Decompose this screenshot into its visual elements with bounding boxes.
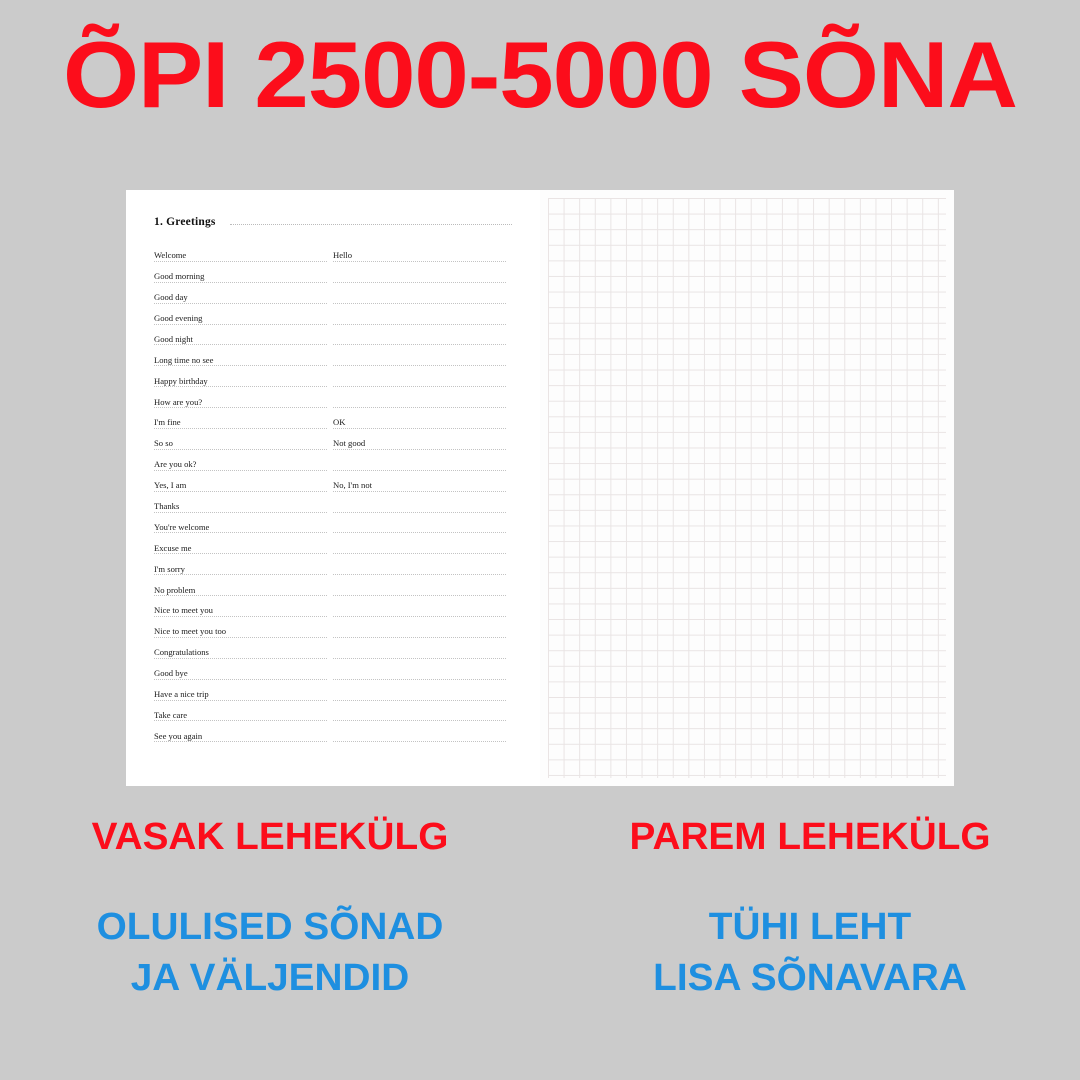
vocabulary-term: See you again (154, 730, 203, 741)
write-line (154, 700, 327, 701)
write-line (154, 470, 327, 471)
vocabulary-row (154, 242, 512, 263)
vocabulary-cell-left (154, 326, 333, 347)
vocabulary-term: Good evening (154, 312, 203, 323)
vocabulary-cell-right (333, 493, 512, 514)
vocabulary-cell-right (333, 514, 512, 535)
write-line (154, 616, 327, 617)
vocabulary-term: I'm sorry (154, 563, 185, 574)
vocabulary-cell-right (333, 305, 512, 326)
write-line (333, 700, 506, 701)
write-line (154, 532, 327, 533)
write-line (154, 449, 327, 450)
vocabulary-term: Take care (154, 709, 188, 720)
vocabulary-cell-right (333, 346, 512, 367)
write-line (154, 637, 327, 638)
vocabulary-row (154, 514, 512, 535)
vocabulary-term: Congratulations (154, 647, 209, 658)
vocabulary-term: No, I'm not (333, 480, 373, 491)
vocabulary-cell-left (154, 242, 333, 263)
write-line (154, 324, 327, 325)
write-line (154, 407, 327, 408)
vocabulary-term: Welcome (154, 250, 187, 261)
vocabulary-row (154, 555, 512, 576)
vocabulary-cell-right (333, 639, 512, 660)
write-line (154, 386, 327, 387)
write-line (154, 261, 327, 262)
vocabulary-cell-right (333, 702, 512, 723)
write-line (333, 386, 506, 387)
caption-row-blue (0, 908, 1080, 998)
vocabulary-term: Good morning (154, 271, 205, 282)
write-line (333, 658, 506, 659)
vocabulary-row (154, 493, 512, 514)
vocabulary-cell-left (154, 576, 333, 597)
caption-left-red: VASAK LEHEKÜLG (91, 816, 449, 858)
vocabulary-row (154, 263, 512, 284)
write-line (333, 470, 506, 471)
vocabulary-cell-left (154, 472, 333, 493)
vocabulary-row (154, 534, 512, 555)
write-line (154, 303, 327, 304)
caption-right-blue-line2: LISA SÕNAVARA (653, 956, 967, 999)
vocabulary-term: Thanks (154, 500, 180, 511)
vocabulary-cell-left (154, 451, 333, 472)
section-heading-rule (230, 224, 512, 225)
vocabulary-term: Excuse me (154, 542, 192, 553)
vocabulary-row (154, 702, 512, 723)
vocabulary-cell-left (154, 305, 333, 326)
caption-left-blue-line2: JA VÄLJENDID (130, 956, 410, 999)
write-line (333, 532, 506, 533)
vocabulary-cell-right (333, 660, 512, 681)
caption-left-blue-line1: OLULISED SÕNAD (96, 906, 444, 948)
page-title: ÕPI 2500-5000 SÕNA (63, 22, 1017, 127)
vocabulary-row (154, 451, 512, 472)
vocabulary-cell-left (154, 367, 333, 388)
write-line (154, 282, 327, 283)
vocabulary-row (154, 284, 512, 305)
vocabulary-row (154, 576, 512, 597)
vocabulary-cell-left (154, 284, 333, 305)
vocabulary-row (154, 472, 512, 493)
caption-left-blue (0, 908, 545, 998)
vocabulary-term: Nice to meet you too (154, 626, 227, 637)
write-line (154, 595, 327, 596)
write-line (333, 303, 506, 304)
vocabulary-term: OK (333, 417, 346, 428)
write-line (154, 553, 327, 554)
write-line (333, 595, 506, 596)
vocabulary-cell-right (333, 555, 512, 576)
vocabulary-cell-right (333, 722, 512, 743)
vocabulary-cell-left (154, 430, 333, 451)
caption-right-blue (535, 908, 1080, 998)
write-line (154, 574, 327, 575)
write-line (154, 491, 327, 492)
vocabulary-cell-left (154, 493, 333, 514)
section-heading (154, 216, 512, 228)
vocabulary-cell-left (154, 534, 333, 555)
vocabulary-cell-right (333, 430, 512, 451)
vocabulary-cell-right (333, 597, 512, 618)
vocabulary-row (154, 722, 512, 743)
vocabulary-cell-right (333, 472, 512, 493)
notebook-spread (126, 190, 954, 786)
vocabulary-cell-right (333, 618, 512, 639)
write-line (333, 344, 506, 345)
vocabulary-cell-left (154, 681, 333, 702)
vocabulary-cell-left (154, 388, 333, 409)
write-line (154, 658, 327, 659)
vocabulary-cell-right (333, 409, 512, 430)
write-line (154, 344, 327, 345)
vocabulary-cell-left (154, 702, 333, 723)
vocabulary-cell-left (154, 660, 333, 681)
write-line (154, 512, 327, 513)
vocabulary-term: Yes, I am (154, 480, 187, 491)
vocabulary-row (154, 639, 512, 660)
vocabulary-term: So so (154, 438, 173, 449)
write-line (333, 407, 506, 408)
vocabulary-cell-right (333, 576, 512, 597)
vocabulary-row (154, 597, 512, 618)
vocabulary-row (154, 367, 512, 388)
vocabulary-term: Hello (333, 250, 353, 261)
write-line (154, 741, 327, 742)
vocabulary-cell-left (154, 555, 333, 576)
write-line (154, 720, 327, 721)
vocabulary-cell-right (333, 451, 512, 472)
vocabulary-row (154, 388, 512, 409)
vocabulary-cell-right (333, 284, 512, 305)
vocabulary-cell-right (333, 681, 512, 702)
write-line (333, 679, 506, 680)
vocabulary-cell-right (333, 388, 512, 409)
write-line (333, 637, 506, 638)
vocabulary-row (154, 346, 512, 367)
vocabulary-term: I'm fine (154, 417, 181, 428)
write-line (333, 512, 506, 513)
vocabulary-cell-left (154, 409, 333, 430)
vocabulary-row (154, 326, 512, 347)
vocabulary-cell-left (154, 618, 333, 639)
vocabulary-row (154, 409, 512, 430)
caption-row-red (0, 818, 1080, 857)
section-heading-text: 1. Greetings (154, 216, 216, 228)
write-line (333, 428, 506, 429)
vocabulary-term: Long time no see (154, 354, 214, 365)
vocabulary-term: Not good (333, 438, 366, 449)
vocabulary-cell-right (333, 326, 512, 347)
vocabulary-row (154, 660, 512, 681)
vocabulary-term: You're welcome (154, 521, 210, 532)
vocabulary-term: No problem (154, 584, 196, 595)
vocabulary-cell-left (154, 346, 333, 367)
write-line (333, 449, 506, 450)
vocabulary-cell-left (154, 639, 333, 660)
vocabulary-term: Good day (154, 292, 188, 303)
write-line (333, 261, 506, 262)
write-line (333, 282, 506, 283)
write-line (333, 365, 506, 366)
vocabulary-row (154, 618, 512, 639)
write-line (333, 741, 506, 742)
write-line (333, 324, 506, 325)
write-line (154, 428, 327, 429)
vocabulary-term: Good bye (154, 668, 188, 679)
vocabulary-row (154, 305, 512, 326)
caption-right-red: PAREM LEHEKÜLG (629, 816, 991, 858)
vocabulary-cell-left (154, 514, 333, 535)
vocabulary-term: Nice to meet you (154, 605, 213, 616)
vocabulary-row (154, 681, 512, 702)
vocabulary-cell-left (154, 597, 333, 618)
write-line (154, 679, 327, 680)
vocabulary-cell-right (333, 242, 512, 263)
vocabulary-term: Are you ok? (154, 459, 197, 470)
vocabulary-cell-right (333, 263, 512, 284)
write-line (154, 365, 327, 366)
notebook-right-page (540, 190, 954, 786)
notebook-left-page (126, 190, 540, 786)
write-line (333, 720, 506, 721)
vocabulary-term: How are you? (154, 396, 203, 407)
write-line (333, 616, 506, 617)
write-line (333, 574, 506, 575)
vocabulary-term: Have a nice trip (154, 689, 209, 699)
write-line (333, 553, 506, 554)
vocabulary-cell-right (333, 534, 512, 555)
grid-paper-margin (540, 190, 954, 786)
caption-right-blue-line1: TÜHI LEHT (708, 906, 912, 948)
vocabulary-row-list (154, 242, 512, 743)
vocabulary-cell-left (154, 722, 333, 743)
vocabulary-cell-left (154, 263, 333, 284)
vocabulary-term: Good night (154, 333, 193, 344)
vocabulary-cell-right (333, 367, 512, 388)
vocabulary-row (154, 430, 512, 451)
write-line (333, 491, 506, 492)
vocabulary-term: Happy birthday (154, 375, 208, 386)
